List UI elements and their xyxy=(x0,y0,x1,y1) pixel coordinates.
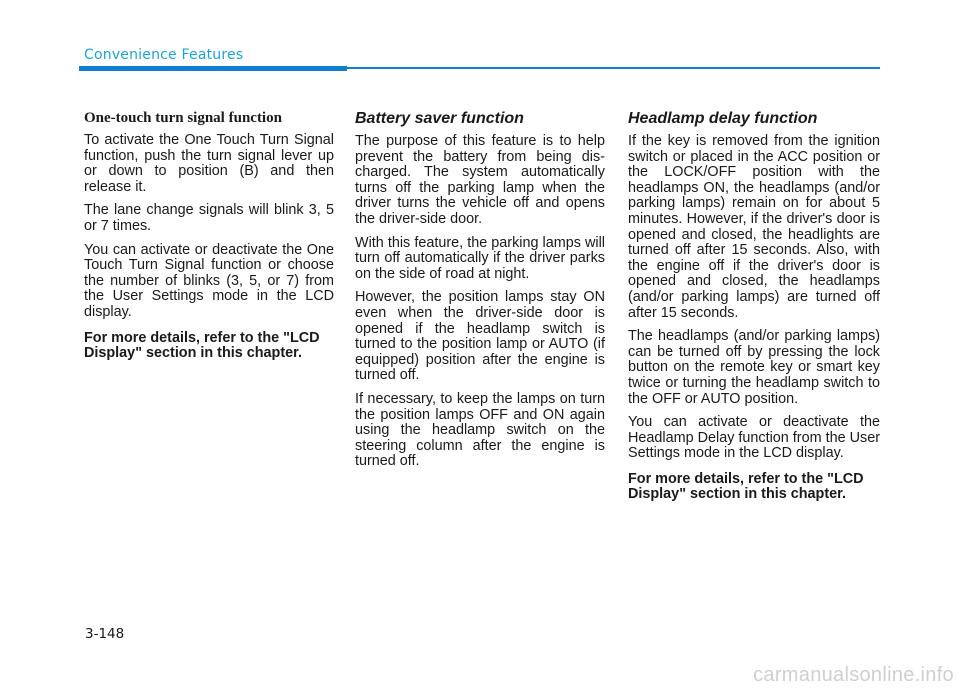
paragraph: The lane change signals will blink 3, 5 or 7 times. xyxy=(84,202,334,234)
paragraph: The headlamps (and/or parking lamps) can be turned off by pressing the lock button on the remote key or smart key twice or turning the headlamp switch to the OFF or AUTO position. xyxy=(628,328,880,407)
heading-one-touch-turn-signal: One-touch turn signal function xyxy=(84,110,282,126)
paragraph: You can activate or deactivate the One Touch Turn Signal function or choose the number of blinks (3, 5, or 7) from the User Settings mode in the LCD display. xyxy=(84,241,334,320)
column-battery-saver xyxy=(355,110,605,478)
watermark: carmanualsonline.info xyxy=(753,664,954,686)
paragraph: However, the position lamps stay ON even when the driver-side door is opened if the headlamp switch is turned to the position lamp or AUTO (if equipped) position after the engine is turned off. xyxy=(355,289,605,384)
paragraph: With this feature, the parking lamps will turn off automatically if the driver parks on the side of road at night. xyxy=(355,234,605,282)
header-rule-thin xyxy=(347,67,880,69)
heading-headlamp-delay: Headlamp delay function xyxy=(628,110,818,127)
reference-note: For more details, refer to the "LCD Display" section in this chapter. xyxy=(628,470,864,503)
paragraph: The purpose of this feature is to help prevent the battery from being discharged. The system automatically turns off the parking lamp when the driver turns the vehicle off and opens the driver-side door. xyxy=(355,133,605,227)
heading-battery-saver: Battery saver function xyxy=(355,110,524,127)
column-one-touch-turn-signal xyxy=(84,110,334,370)
paragraph: If the key is removed from the ignition switch or placed in the ACC position or the LOCK/OFF position with the headlamps ON, the headlamps (and/or parking lamps) remain on for about 5 minutes. However, if the driver's door is opened and closed, the headlights are turned off after 15 seconds. Also, with the engine off if the driver's door is opened and closed, the headlamps (and/or parking lamps) are turned off after 15 seconds. xyxy=(628,133,880,321)
header-rule-thick xyxy=(79,66,347,71)
reference-note: For more details, refer to the "LCD Display" section in this chapter. xyxy=(84,329,320,362)
page-number: 3-148 xyxy=(85,626,125,642)
section-title: Convenience Features xyxy=(84,47,244,63)
paragraph: To activate the One Touch Turn Signal function, push the turn signal lever up or down to position (B) and then release it. xyxy=(84,132,334,195)
column-headlamp-delay xyxy=(628,110,880,511)
paragraph: You can activate or deactivate the Headlamp Delay function from the User Settings mode in the LCD display. xyxy=(628,414,880,462)
paragraph: If necessary, to keep the lamps on turn the position lamps OFF and ON again using the headlamp switch on the steering column after the engine is turned off. xyxy=(355,390,605,470)
